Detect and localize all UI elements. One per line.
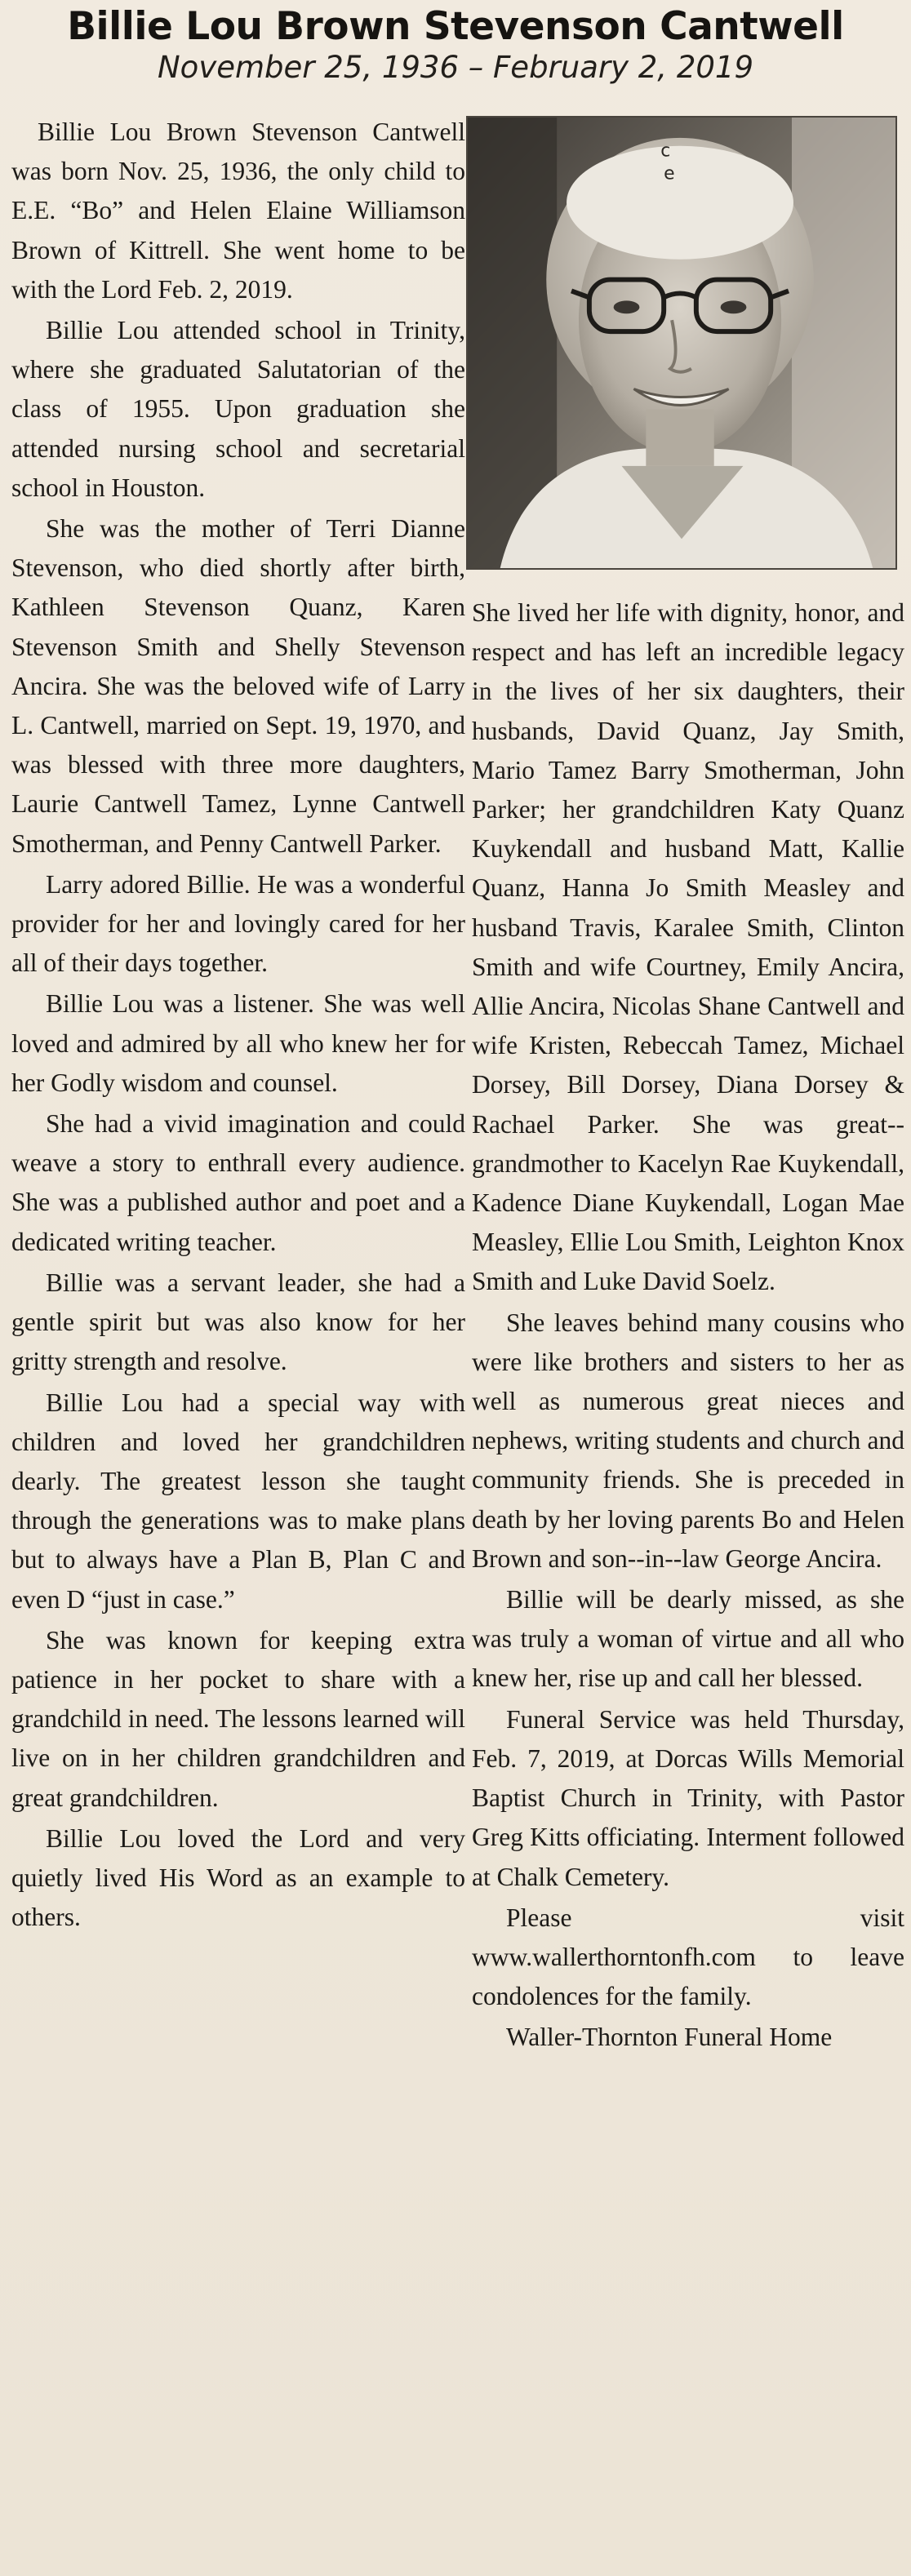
- text-column-left: [11, 113, 465, 2569]
- paragraph-grandchildren: Billie Lou had a special way with children and loved her grandchildren dearly. The greatest lesson she taught through the generations was to make plans but to always have a Plan B, Plan C and even D “just in case.”: [11, 1388, 465, 1614]
- life-dates: November 25, 1936 – February 2, 2019: [158, 50, 753, 85]
- paragraph-condolences: Please visit www.wallerthorntonfh.com to leave condolences for the family.: [472, 1903, 904, 2011]
- paragraph-education: Billie Lou attended school in Trinity, where she graduated Salutatorian of the class of 1955. Upon graduation she attended nursing school and secretarial school in Houston.: [11, 316, 465, 502]
- paragraph-leader: Billie was a servant leader, she had a gentle spirit but was also know for her gritty strength and resolve.: [11, 1268, 465, 1376]
- paragraph-family: She was the mother of Terri Dianne Stevenson, who died shortly after birth, Kathleen Stevenson Quanz, Karen Stevenson Smith and Shelly Stevenson Ancira. She was the beloved wife of Larry L. Cantwell, married on Sept. 19, 1970, and was blessed with three more daughters, Laurie Cantwell Tamez, Lynne Cantwell Smotherman, and Penny Cantwell Parker.: [11, 514, 465, 858]
- obituary-title: Billie Lou Brown Stevenson Cantwell: [67, 4, 844, 49]
- portrait-photo: [466, 116, 897, 570]
- paragraph-listener: Billie Lou was a listener. She was well loved and admired by all who knew her for her Godly wisdom and counsel.: [11, 989, 465, 1097]
- paragraph-funeral-home: Waller-Thornton Funeral Home: [506, 2023, 833, 2052]
- paragraph-author: She had a vivid imagination and could weave a story to enthrall every audience. She was a published author and poet and a dedicated writing teacher.: [11, 1109, 465, 1256]
- portrait-image: [468, 118, 895, 568]
- paragraph-birth: Billie Lou Brown Stevenson Cantwell was born Nov. 25, 1936, the only child to E.E. “Bo” and Helen Elaine Williamson Brown of Kittrell. She went home to be with the Lord Feb. 2, 2019.: [11, 118, 465, 304]
- paragraph-legacy: She lived her life with dignity, honor, and respect and has left an incredible legacy in the lives of her six daughters, their husbands, David Quanz, Jay Smith, Mario Tamez Barry Smotherman, John Parker; her grandchildren Katy Quanz Kuykendall and husband Matt, Kallie Quanz, Hanna Jo Smith Measley and husband Travis, Karalee Smith, Clinton Smith and wife Courtney, Emily Ancira, Allie Ancira, Nicolas Shane Cantwell and wife Kristen, Rebeccah Tamez, Michael Dorsey, Bill Dorsey, Diana Dorsey & Rachael Parker. She was great--grandmother to Kacelyn Rae Kuykendall, Kadence Diane Kuykendall, Logan Mae Measley, Ellie Lou Smith, Leighton Knox Smith and Luke David Soelz.: [472, 598, 904, 1296]
- svg-text:c: c: [660, 140, 671, 162]
- text-column-right: [472, 593, 904, 2569]
- paragraph-husband: Larry adored Billie. He was a wonderful provider for her and lovingly cared for her all of their days together.: [11, 869, 465, 978]
- paragraph-missed: Billie will be dearly missed, as she was truly a woman of virtue and all who knew her, rise up and call her blessed.: [472, 1585, 904, 1693]
- paragraph-faith: Billie Lou loved the Lord and very quietly lived His Word as an example to others.: [11, 1823, 465, 1932]
- paragraph-funeral: Funeral Service was held Thursday, Feb. 7, 2019, at Dorcas Wills Memorial Baptist Church in Trinity, with Pastor Greg Kitts officiating. Interment followed at Chalk Cemetery.: [472, 1704, 904, 1891]
- svg-text:e: e: [664, 163, 675, 184]
- obituary-header: [0, 0, 911, 98]
- paragraph-survivors: She leaves behind many cousins who were like brothers and sisters to her as well as numerous great nieces and nephews, writing students and church and community friends. She is preceded in death by her loving parents Bo and Helen Brown and son--in--law George Ancira.: [472, 1308, 904, 1573]
- paragraph-patience: She was known for keeping extra patience in her pocket to share with a grandchild in need. The lessons learned will live on in her children grandchildren and great grandchildren.: [11, 1625, 465, 1812]
